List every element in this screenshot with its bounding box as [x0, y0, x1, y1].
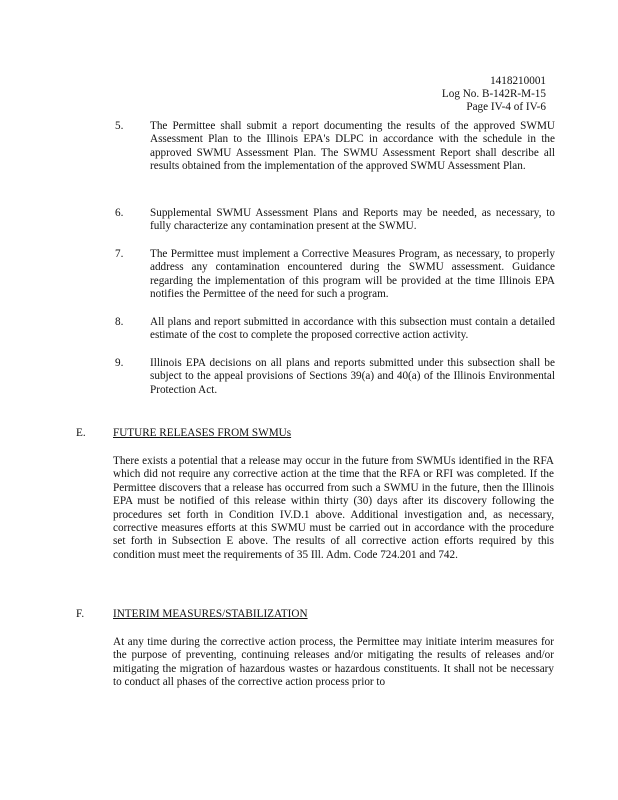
list-item: [115, 207, 555, 234]
section-title: FUTURE RELEASES FROM SWMUs: [113, 427, 292, 439]
item-number: 6.: [115, 207, 124, 219]
item-number: 9.: [115, 357, 124, 369]
list-item: [115, 357, 555, 397]
section-title: INTERIM MEASURES/STABILIZATION: [113, 608, 308, 620]
item-text: Supplemental SWMU Assessment Plans and Reports may be needed, as necessary, to fully characterize any contamination present at the SWMU.: [150, 207, 555, 233]
page-number: Page IV-4 of IV-6: [466, 101, 546, 114]
item-number: 8.: [115, 316, 124, 328]
item-text: The Permittee shall submit a report documenting the results of the approved SWMU Assessment Plan to the Illinois EPA's DLPC in accordance with the schedule in the approved SWMU Assessment Plan. The SWMU Assessment Report shall describe all results obtained from the implementation of the approved SWMU Assessment Plan.: [150, 120, 555, 173]
item-text: The Permittee must implement a Corrective Measures Program, as necessary, to properly address any contamination encountered during the SWMU assessment. Guidance regarding the implementation of this program will be provided at the time Illinois EPA notifies the Permittee of the need for such a program.: [150, 248, 555, 301]
list-item: [115, 316, 555, 343]
section-letter: E.: [76, 427, 86, 439]
page-header: [442, 75, 546, 115]
section-e-body: There exists a potential that a release may occur in the future from SWMUs identified in the RFA which did not require any corrective action at the time that the RFA or RFI was completed. If the Permittee discovers that a release has occurred from such a SWMU in the future, then the Illinois EPA must be notified of this release within thirty (30) days after its discovery following the procedures set forth in Condition IV.D.1 above. Additional investigation and, as necessary, corrective measures efforts at this SWMU must be carried out in accordance with the procedure set forth in Subsection E above. The results of all corrective action efforts required by this condition must meet the requirements of 35 Ill. Adm. Code 724.201 and 742.: [113, 455, 554, 561]
item-number: 7.: [115, 248, 124, 260]
log-number: Log No. B-142R-M-15: [441, 88, 546, 101]
section-f-body: At any time during the corrective action process, the Permittee may initiate interim measures for the purpose of preventing, continuing releases and/or mitigating the results of releases and/or mitigating the migration of hazardous wastes or hazardous constituents. It shall not be necessary to conduct all phases of the corrective action process prior to: [113, 636, 554, 689]
item-text: Illinois EPA decisions on all plans and reports submitted under this subsection shall be subject to the appeal provisions of Sections 39(a) and 40(a) of the Illinois Environmental Protection Act.: [150, 357, 555, 396]
item-text: All plans and report submitted in accordance with this subsection must contain a detailed estimate of the cost to complete the proposed corrective action activity.: [150, 316, 555, 342]
item-number: 5.: [115, 120, 124, 132]
document-id: 1418210001: [490, 75, 546, 87]
section-letter: F.: [76, 608, 85, 620]
list-item: [115, 120, 555, 174]
list-item: [115, 248, 555, 302]
